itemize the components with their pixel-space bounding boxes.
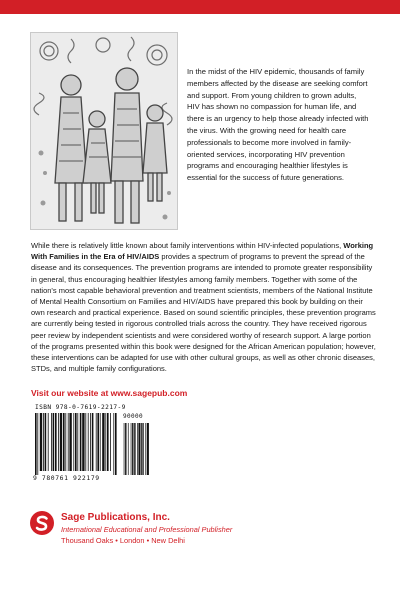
- barcode-addon-bar: [132, 423, 133, 475]
- barcode-addon-bar: [137, 423, 138, 475]
- sage-logo-icon: [29, 510, 55, 536]
- barcode-bar: [48, 413, 49, 471]
- barcode-area: [31, 403, 151, 483]
- barcode-bar: [96, 413, 97, 471]
- barcode-bar: [80, 413, 82, 471]
- barcode-bar: [55, 413, 57, 471]
- barcode-bar: [53, 413, 55, 471]
- barcode-addon-bar: [145, 423, 146, 475]
- barcode-bar: [40, 413, 42, 471]
- barcode-bar: [100, 413, 101, 471]
- barcode-bar: [82, 413, 84, 471]
- description-paragraph: [31, 240, 376, 374]
- barcode-addon-bar: [128, 423, 129, 475]
- barcode-bar: [73, 413, 74, 471]
- barcode-bar: [45, 413, 47, 471]
- barcode-bar: [110, 413, 111, 471]
- barcode-addon-bar: [125, 423, 126, 475]
- barcode-bar: [75, 413, 77, 471]
- barcode-addon-bar: [138, 423, 140, 475]
- publisher-locations: Thousand Oaks • London • New Delhi: [61, 536, 185, 545]
- barcode-addon-bar: [147, 423, 149, 475]
- publisher-tagline: International Educational and Professional Publisher: [61, 525, 233, 534]
- barcode-digits: 9 780761 922179: [33, 474, 100, 482]
- family-drawing: [31, 33, 177, 229]
- top-red-band: [0, 0, 400, 14]
- family-illustration: [30, 32, 178, 230]
- barcode-bar: [105, 413, 106, 471]
- barcode-bar: [85, 413, 86, 471]
- barcode-bar: [63, 413, 65, 471]
- barcode-bar: [65, 413, 66, 471]
- barcode-addon-digits: 90000: [123, 413, 144, 420]
- intro-paragraph: In the midst of the HIV epidemic, thousands of family members affected by the disease are seeking comfort and support. From young children to grown adults, HIV has shown no compassion for human life, and there is an urgency to help those already infected with the virus. With the growing need for health care professionals to become more involved in family-oriented services, incorporating HIV prevention programs and encouraging healthier lifestyles is essential for the success of future generations.: [187, 67, 369, 183]
- barcode-addon-bar: [124, 423, 125, 475]
- barcode-bar: [37, 413, 38, 475]
- barcode-bar: [77, 413, 78, 471]
- barcode-bar: [51, 413, 52, 471]
- barcode-bar: [35, 413, 37, 475]
- barcode-bar: [113, 413, 114, 475]
- book-title: Working With Families in the Era of HIV/AIDS: [31, 241, 374, 262]
- publisher-name: Sage Publications, Inc.: [61, 512, 170, 523]
- barcode-addon-bar: [134, 423, 135, 475]
- barcode-addon-bar: [141, 423, 142, 475]
- barcode-bar: [68, 413, 69, 471]
- isbn-text: ISBN 978-0-7619-2217-9: [35, 404, 126, 411]
- barcode-bar: [43, 413, 44, 471]
- barcode-bar: [92, 413, 94, 471]
- barcode-bar: [60, 413, 62, 471]
- barcode-bar: [102, 413, 104, 471]
- barcode-bar: [115, 413, 117, 475]
- barcode-bar: [107, 413, 109, 471]
- barcode-bar: [97, 413, 99, 471]
- barcode-bar: [90, 413, 91, 471]
- barcode-addon-bar: [131, 423, 132, 475]
- website-link[interactable]: Visit our website at www.sagepub.com: [31, 388, 188, 398]
- barcode-bar: [69, 413, 71, 471]
- description-rest: provides a spectrum of programs to prevent the spread of the disease and its consequences. The prevention programs are intended to promote greater responsibility in general, thus encouraging healthier lifestyles among family members. Together with some of the nation's most capable behavioral prevention and treatment scientists, members of the National Institute of Mental Health Consortium on Families and HIV/AIDS have prepared this book by building on their own research and practical experience. Based on sound scientific principles, these prevention programs are currently being tested in rigorous controlled trials across the country. They have received rigorous peer review by independent scientists and were considered worthy of research support. A large portion of the programs presented within this book were designed for the African American population; however, these interventions can be adapted for use with other cultural groups, as well as other chronic diseases, STDs, and multiple family configurations.: [31, 252, 376, 374]
- barcode-bar: [58, 413, 59, 471]
- description-lead: While there is relatively little known about family interventions within HIV-infected populations,: [31, 241, 344, 250]
- barcode-bar: [88, 413, 89, 471]
- barcode-addon-bar: [143, 423, 144, 475]
